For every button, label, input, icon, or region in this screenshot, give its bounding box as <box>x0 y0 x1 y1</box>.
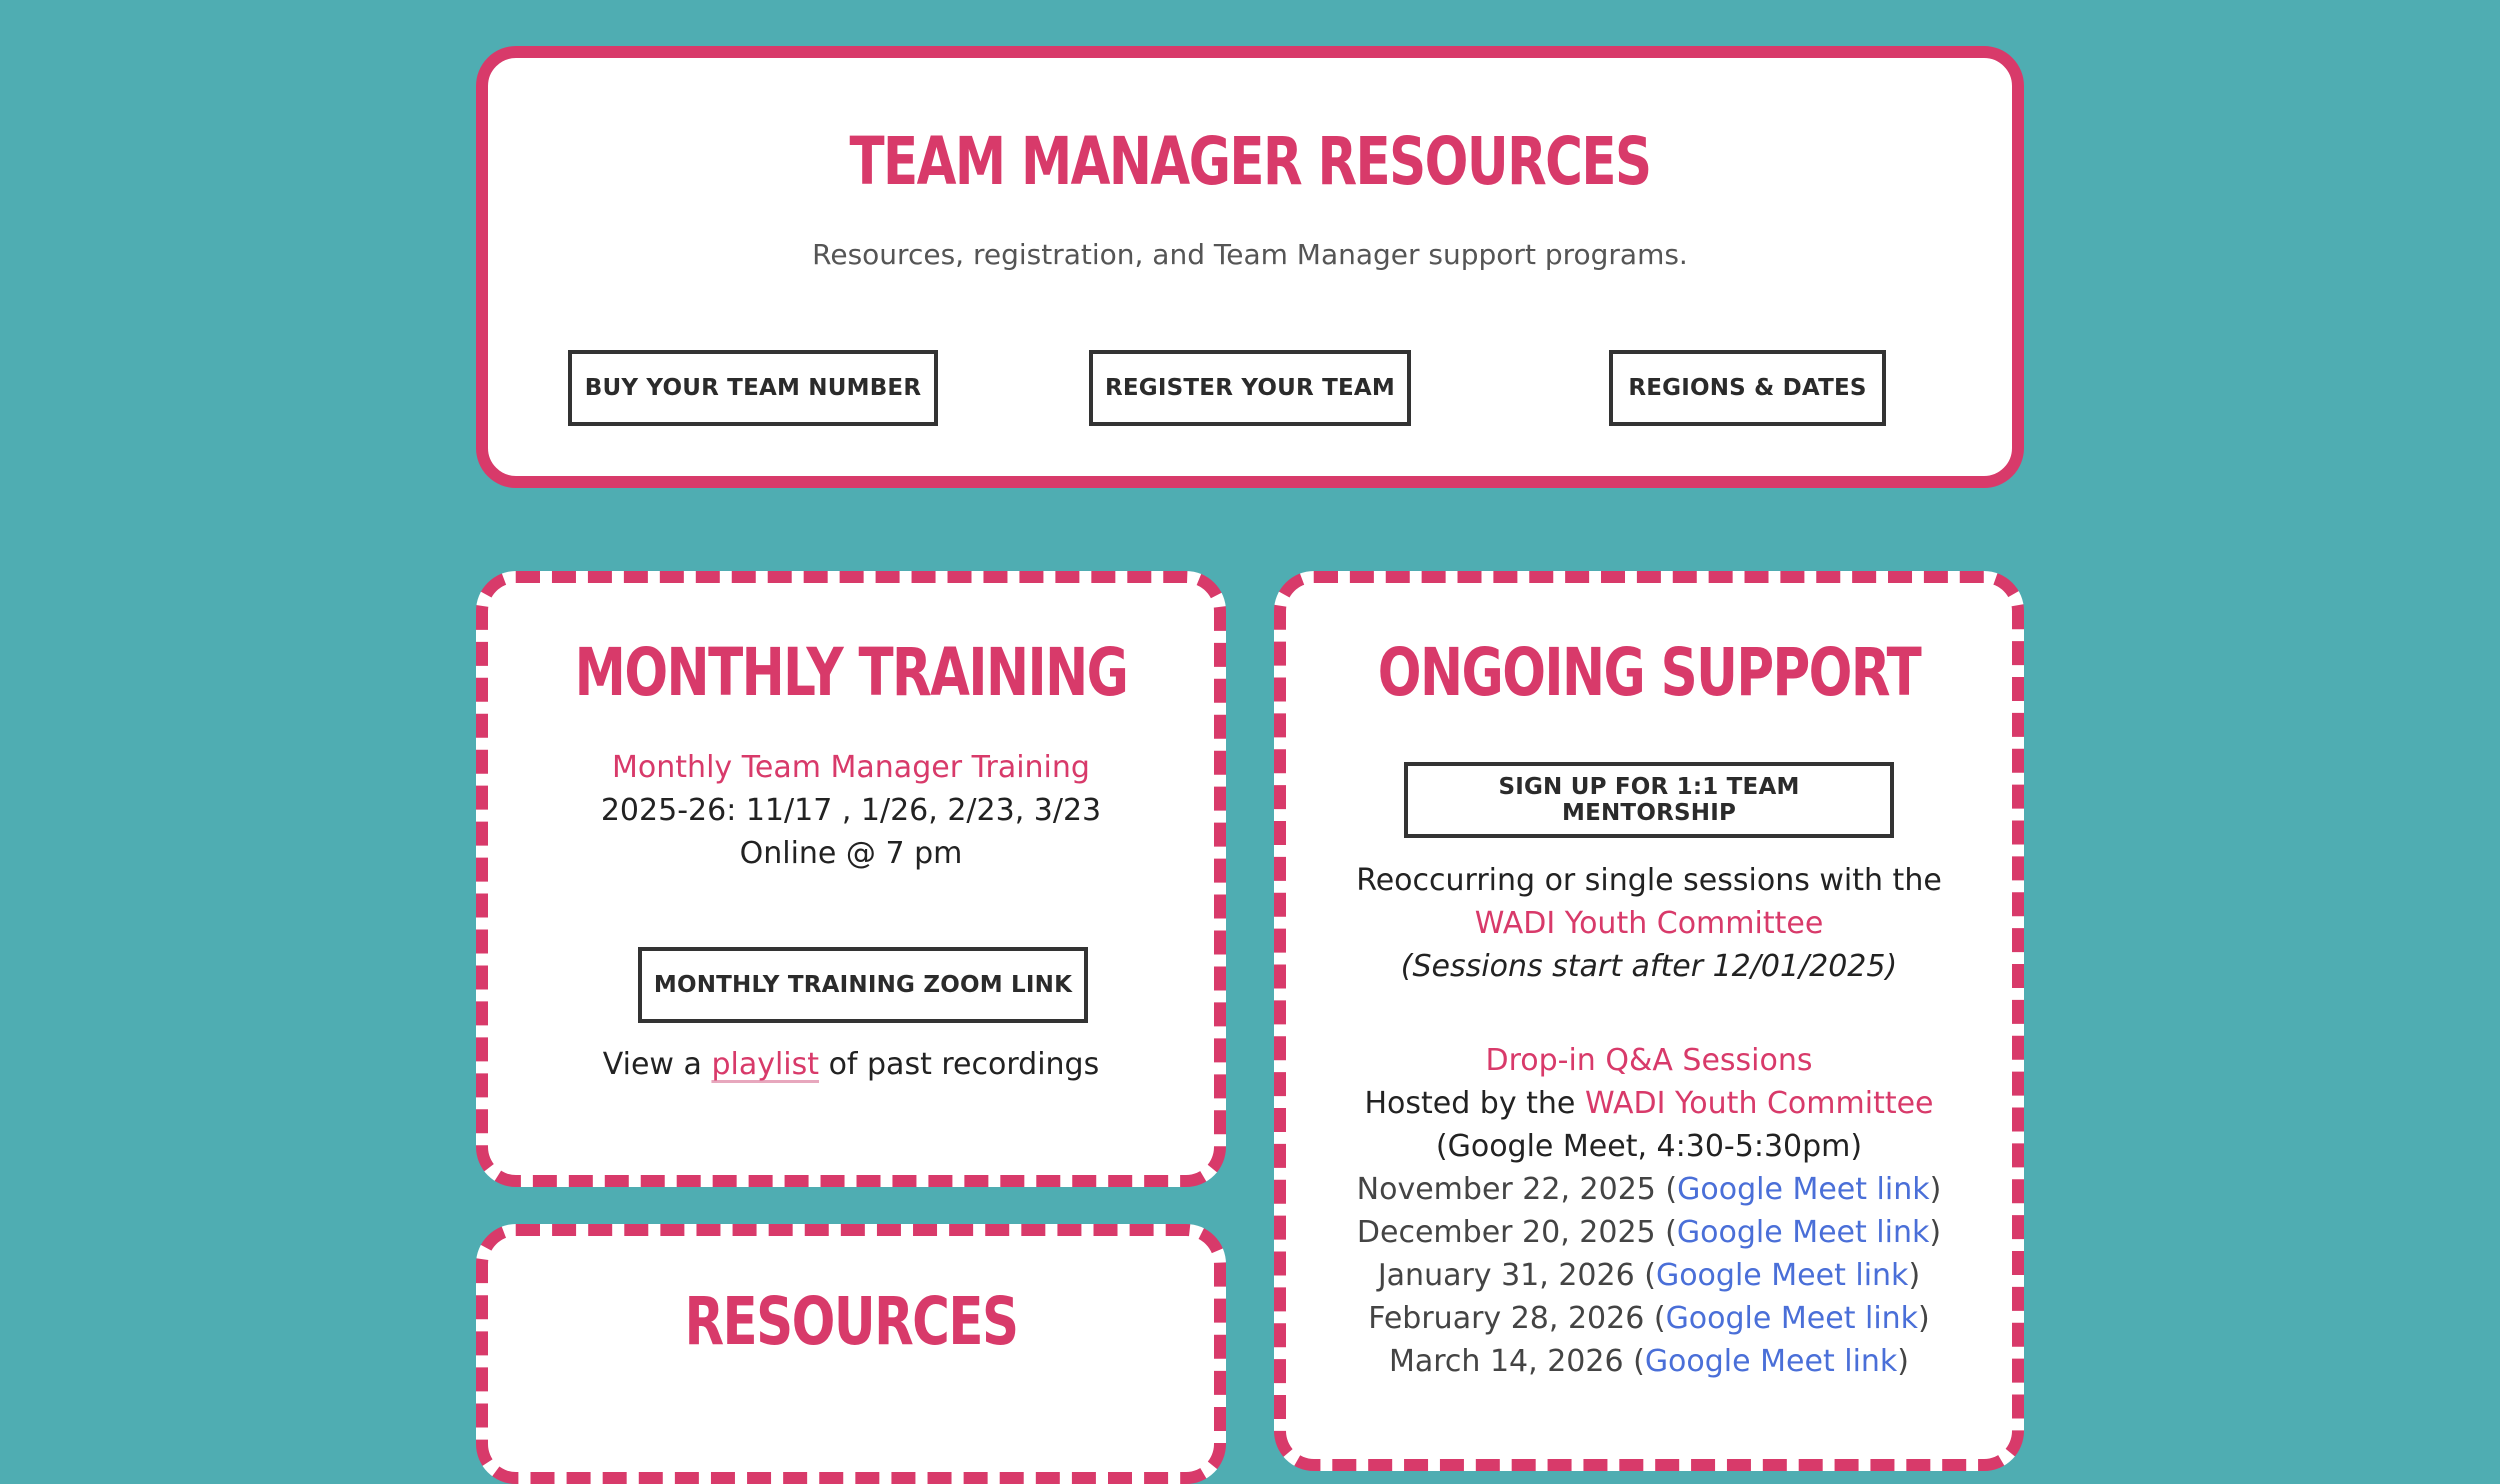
session-date: January 31, 2026 <box>1377 1258 1635 1293</box>
session-row: February 28, 2026 (Google Meet link) <box>1368 1301 1930 1336</box>
past-recordings-text: of past recordings <box>828 1047 1100 1082</box>
page-title: TEAM MANAGER RESOURCES <box>849 123 1651 200</box>
buy-team-number-button[interactable]: BUY YOUR TEAM NUMBER <box>568 350 938 426</box>
hosted-by-line <box>1286 1082 2012 1125</box>
session-row: December 20, 2025 (Google Meet link) <box>1356 1215 1942 1250</box>
playlist-link[interactable]: playlist <box>711 1047 820 1082</box>
committee-link[interactable]: WADI Youth Committee <box>1474 906 1824 941</box>
hosted-by-text: Hosted by the <box>1364 1086 1576 1121</box>
register-team-button[interactable]: REGISTER YOUR TEAM <box>1089 350 1411 426</box>
training-dates: 2025-26: 11/17 , 1/26, 2/23, 3/23 <box>600 793 1102 828</box>
meet-info: (Google Meet, 4:30-5:30pm) <box>1435 1129 1863 1164</box>
training-time: Online @ 7 pm <box>739 836 963 871</box>
session-date: December 20, 2025 <box>1356 1215 1656 1250</box>
resources-card <box>476 1224 1226 1484</box>
ongoing-support-card <box>1274 571 2024 1471</box>
view-a-text: View a <box>602 1047 702 1082</box>
playlist-line <box>488 1043 1214 1086</box>
resources-title: RESOURCES <box>684 1283 1018 1360</box>
session-date: February 28, 2026 <box>1368 1301 1645 1336</box>
sessions-note: (Sessions start after 12/01/2025) <box>1400 949 1898 984</box>
session-row: November 22, 2025 (Google Meet link) <box>1356 1172 1942 1207</box>
ongoing-support-title: ONGOING SUPPORT <box>1377 634 1921 711</box>
google-meet-link[interactable]: Google Meet link <box>1676 1215 1930 1250</box>
google-meet-link[interactable]: Google Meet link <box>1644 1344 1898 1379</box>
regions-dates-button[interactable]: REGIONS & DATES <box>1609 350 1886 426</box>
monthly-zoom-link-button[interactable]: MONTHLY TRAINING ZOOM LINK <box>638 947 1088 1023</box>
google-meet-link[interactable]: Google Meet link <box>1655 1258 1909 1293</box>
google-meet-link[interactable]: Google Meet link <box>1677 1172 1930 1207</box>
monthly-training-link[interactable]: Monthly Team Manager Training <box>612 750 1090 785</box>
google-meet-link[interactable]: Google Meet link <box>1665 1301 1919 1336</box>
session-row: January 31, 2026 (Google Meet link) <box>1377 1258 1921 1293</box>
reoccurring-text: Reoccurring or single sessions with the <box>1356 863 1942 898</box>
session-date: November 22, 2025 <box>1356 1172 1656 1207</box>
monthly-training-title: MONTHLY TRAINING <box>574 634 1128 711</box>
session-date: March 14, 2026 <box>1388 1344 1624 1379</box>
hosted-committee-link[interactable]: WADI Youth Committee <box>1584 1086 1934 1121</box>
dropin-sessions-link[interactable]: Drop-in Q&A Sessions <box>1485 1043 1813 1078</box>
hero-card <box>476 46 2024 488</box>
page-subtitle: Resources, registration, and Team Manager support programs. <box>812 238 1688 271</box>
monthly-training-card <box>476 571 1226 1187</box>
session-row: March 14, 2026 (Google Meet link) <box>1388 1344 1910 1379</box>
mentorship-signup-button[interactable]: SIGN UP FOR 1:1 TEAM MENTORSHIP <box>1404 762 1894 838</box>
